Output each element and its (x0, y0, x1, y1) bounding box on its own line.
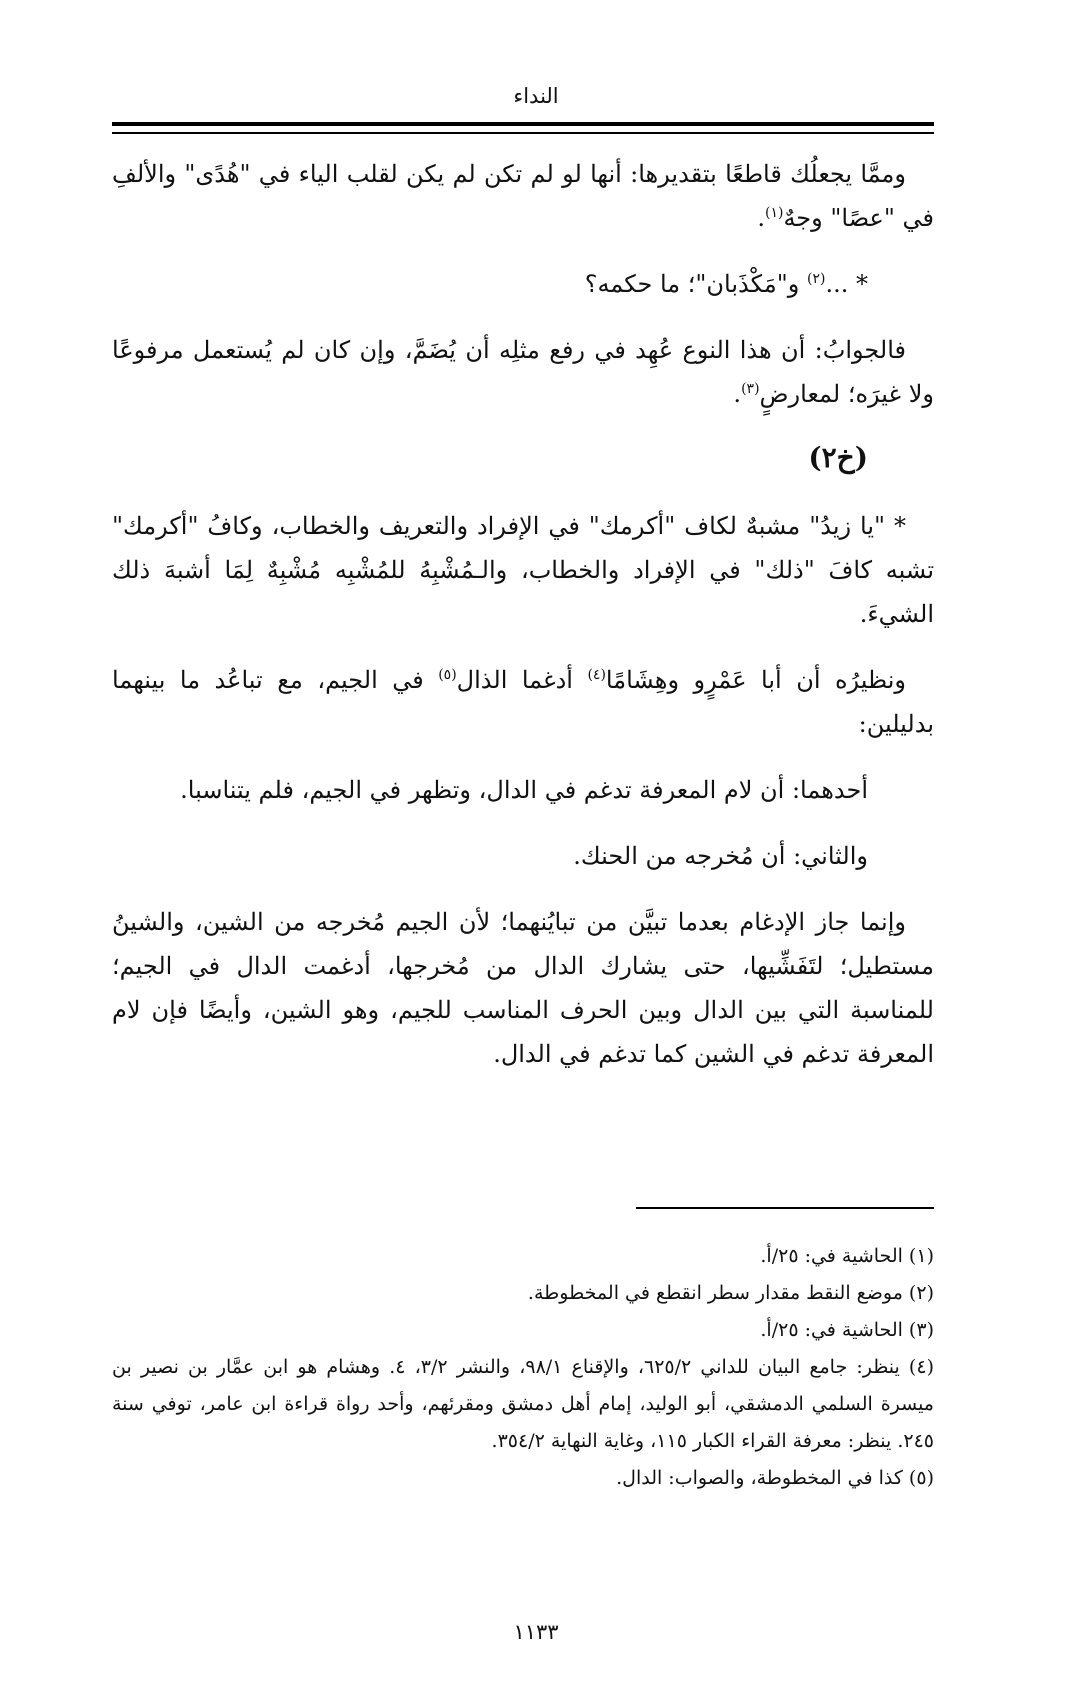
footnote-5: (٥) كذا في المخطوطة، والصواب: الدال. (616, 1467, 934, 1489)
footnote-4: (٤) ينظر: جامع البيان للداني ٦٢٥/٢، والإقناع ٩٨/١، والنشر ٣/٢، ٤. وهشام هو ابن عمَّار بن نصير بن ميسرة السلمي الدمشقي، أبو الوليد، إمام أهل دمشق ومقرئهم، وأحد رواة قراءة ابن عامر، توفي سنة ٢٤٥. ينظر: معرفة القراء الكبار ١١٥، وغاية النهاية ٣٥٤/٢. (112, 1356, 934, 1452)
running-header: النداء (513, 84, 559, 108)
paragraph-5-end: في الجيم، مع تباعُد ما بينهما بدليلين: (112, 666, 934, 738)
paragraph-7: والثاني: أن مُخرجه من الحنك. (573, 842, 868, 870)
footnote-marker-1: (١) (764, 205, 784, 221)
section-label: (خ٢) (808, 441, 868, 474)
paragraph-3: فالجوابُ: أن هذا النوع عُهِد في رفع مثلِه أن يُضَمَّ، وإن كان لم يُستعمل مرفوعًا ولا غيرَه؛ لمعارضٍ$^{(٣)}$. (112, 336, 934, 408)
header-rule-thin (112, 132, 934, 134)
paragraph-5-start: ونظيرُه أن أبا عَمْرٍو وهِشَامًا (605, 666, 906, 694)
paragraph-4: * "يا زيدُ" مشبهٌ لكاف "أكرمك" في الإفراد والتعريف والخطاب، وكافُ "أكرمك" تشبه كافَ "ذلك" في الإفراد والخطاب، والـمُشْبِهُ للمُشْبِه مُشْبِهٌ لِمَا أشبهَ ذلك الشيءَ. (112, 512, 934, 628)
paragraph-2-start: * ... (825, 270, 868, 298)
paragraph-5 (112, 658, 934, 746)
footnote-1: (١) الحاشية في: ٢٥/أ. (760, 1245, 934, 1267)
footnote-separator (636, 1207, 934, 1209)
paragraph-2-end: و"مَكْذَبان"؛ ما حكمه؟ (584, 270, 808, 298)
header-rule-thick (112, 122, 934, 126)
paragraph-3-text: فالجوابُ: أن هذا النوع عُهِد في رفع مثلِه أن يُضَمَّ، وإن كان لم يُستعمل مرفوعًا ولا غيرَه؛ لمعارضٍ (112, 336, 934, 408)
footnote-marker-5: (٥) (438, 667, 457, 683)
page-number: ١١٣٣ (513, 1620, 559, 1644)
paragraph-1-text: وممَّا يجعلُك قاطعًا بتقديرها: أنها لو لم تكن لم يكن لقلب الياء في "هُدًى" والألفِ في "عصًا" وجهٌ (112, 160, 934, 232)
paragraph-6: أحدهما: أن لام المعرفة تدغم في الدال، وتظهر في الجيم، فلم يتناسبا. (180, 776, 868, 804)
footnote-3: (٣) الحاشية في: ٢٥/أ. (760, 1319, 934, 1341)
footnote-2: (٢) موضع النقط مقدار سطر انقطع في المخطوطة. (527, 1282, 934, 1304)
paragraph-2 (112, 262, 934, 306)
paragraph-8: وإنما جاز الإدغام بعدما تبيَّن من تبايُنهما؛ لأن الجيم مُخرجه من الشين، والشينُ مستطيل؛ لتَفَشِّيها، حتى يشارك الدال من مُخرجها، أدغمت الدال في الجيم؛ للمناسبة التي بين الدال وبين الحرف المناسب للجيم، وهو الشين، وأيضًا فإن لام المعرفة تدغم في الشين كما تدغم في الدال. (112, 908, 934, 1068)
paragraph-1: وممَّا يجعلُك قاطعًا بتقديرها: أنها لو لم تكن لم يكن لقلب الياء في "هُدًى" والألفِ في "عصًا" وجهٌ$^{(١)}$. (112, 160, 934, 232)
footnote-marker-3: (٣) (741, 381, 760, 397)
footnotes (112, 1238, 934, 1497)
footnote-marker-4: (٤) (587, 667, 606, 683)
paragraph-5-middle: أدغما الذال (456, 666, 588, 694)
footnote-marker-2: (٢) (807, 271, 826, 287)
main-text (112, 152, 934, 1076)
